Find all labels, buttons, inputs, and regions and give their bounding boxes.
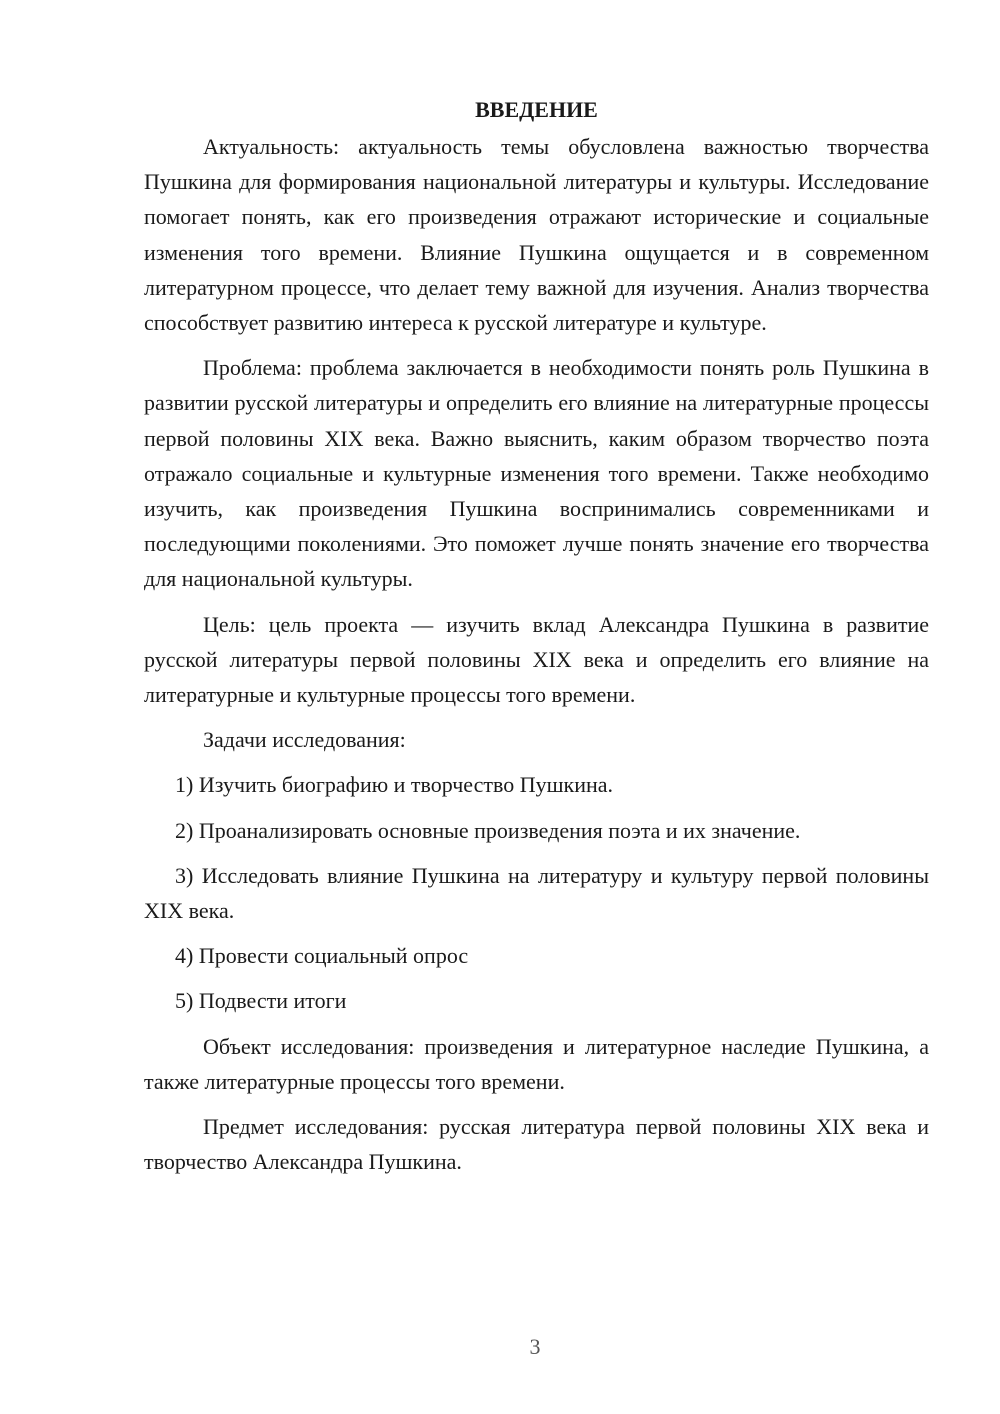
problem-paragraph: Проблема: проблема заключается в необходимости понять роль Пушкина в развитии русской литературы и определить его влияние на литературные процессы первой половины XIX века. Важно выяснить, каким образом творчество поэта отражало социальные и культурные изменения того времени. Также необходимо изучить, как произведения Пушкина воспринимались современниками и последующими поколениями. Это поможет лучше понять значение его творчества для национальной культуры.: [144, 355, 929, 592]
section-title: ВВЕДЕНИЕ: [475, 97, 598, 122]
subject-paragraph: Предмет исследования: русская литература первой половины XIX века и творчество Александра Пушкина.: [144, 1114, 929, 1175]
task-item: 4) Провести социальный опрос: [175, 943, 469, 969]
page-content: [144, 92, 929, 1179]
page-number: 3: [529, 1334, 541, 1359]
goal-paragraph: Цель: цель проекта — изучить вклад Александра Пушкина в развитие русской литературы первой половины XIX века и определить его влияние на литературные и культурные процессы того времени.: [144, 611, 929, 708]
task-item: 1) Изучить биографию и творчество Пушкина.: [175, 772, 614, 798]
task-item: 3) Исследовать влияние Пушкина на литературу и культуру первой половины XIX века.: [144, 862, 929, 924]
tasks-heading: Задачи исследования:: [203, 727, 406, 753]
relevance-paragraph: Актуальность: актуальность темы обусловлена важностью творчества Пушкина для формирования национальной литературы и культуры. Исследование помогает понять, как его произведения отражают исторические и социальные изменения того времени. Влияние Пушкина ощущается и в современном литературном процессе, что делает тему важной для изучения. Анализ творчества способствует развитию интереса к русской литературе и культуре.: [144, 134, 929, 336]
object-paragraph: Объект исследования: произведения и литературное наследие Пушкина, а также литературные процессы того времени.: [144, 1033, 929, 1094]
task-item: 2) Проанализировать основные произведения поэта и их значение.: [175, 817, 801, 843]
task-item: 5) Подвести итоги: [175, 988, 347, 1014]
